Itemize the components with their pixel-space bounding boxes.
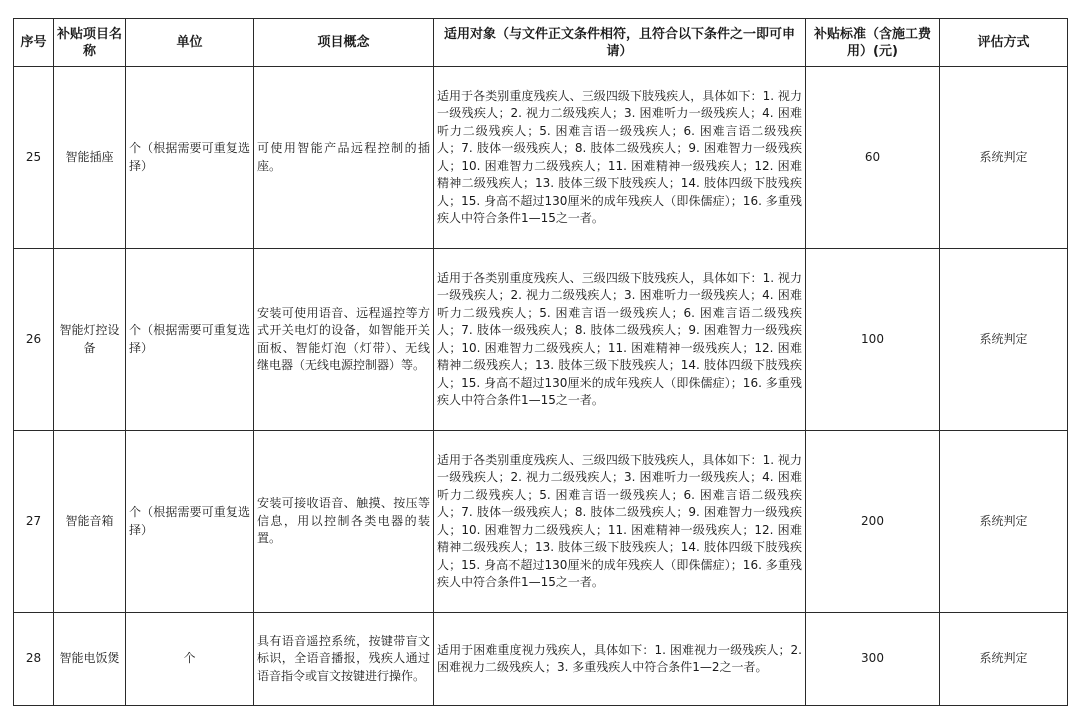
cell-name: 智能灯控设备: [54, 249, 126, 431]
table-row: [14, 613, 1068, 706]
cell-method: 系统判定: [940, 67, 1068, 249]
cell-seq: 25: [14, 67, 54, 249]
header-seq: 序号: [14, 19, 54, 67]
cell-standard: 100: [806, 249, 940, 431]
cell-seq: 28: [14, 613, 54, 706]
cell-name: 智能插座: [54, 67, 126, 249]
cell-name: 智能电饭煲: [54, 613, 126, 706]
cell-target: 适用于各类别重度残疾人、三级四级下肢残疾人，具体如下：1. 视力一级残疾人；2. 视力二级残疾人；3. 困难听力一级残疾人；4. 困难听力二级残疾人；5. 困难言语一级残疾人；6. 困难言语二级残疾人；7. 肢体一级残疾人；8. 肢体二级残疾人；9. 困难智力一级残疾人；10. 困难智力二级残疾人；11. 困难精神一级残疾人；12. 困难精神二级残疾人；13. 肢体三级下肢残疾人；14. 肢体四级下肢残疾人；15. 身高不超过130厘米的成年残疾人（即侏儒症）；16. 多重残疾人中符合条件1—15之一者。: [434, 249, 806, 431]
subsidy-table: [13, 18, 1068, 706]
cell-concept: 具有语音遥控系统，按键带盲文标识，全语音播报，残疾人通过语音指令或盲文按键进行操作。: [254, 613, 434, 706]
header-concept: 项目概念: [254, 19, 434, 67]
cell-method: 系统判定: [940, 249, 1068, 431]
cell-unit: 个（根据需要可重复选择）: [126, 249, 254, 431]
cell-standard: 200: [806, 431, 940, 613]
table-row: [14, 431, 1068, 613]
cell-method: 系统判定: [940, 613, 1068, 706]
cell-concept: 可使用智能产品远程控制的插座。: [254, 67, 434, 249]
table-header-row: [14, 19, 1068, 67]
cell-standard: 60: [806, 67, 940, 249]
cell-seq: 26: [14, 249, 54, 431]
cell-method: 系统判定: [940, 431, 1068, 613]
table-row: [14, 249, 1068, 431]
cell-unit: 个: [126, 613, 254, 706]
header-unit: 单位: [126, 19, 254, 67]
cell-unit: 个（根据需要可重复选择）: [126, 67, 254, 249]
cell-name: 智能音箱: [54, 431, 126, 613]
cell-unit: 个（根据需要可重复选择）: [126, 431, 254, 613]
header-method: 评估方式: [940, 19, 1068, 67]
table-row: [14, 67, 1068, 249]
cell-target: 适用于各类别重度残疾人、三级四级下肢残疾人，具体如下：1. 视力一级残疾人；2. 视力二级残疾人；3. 困难听力一级残疾人；4. 困难听力二级残疾人；5. 困难言语一级残疾人；6. 困难言语二级残疾人；7. 肢体一级残疾人；8. 肢体二级残疾人；9. 困难智力一级残疾人；10. 困难智力二级残疾人；11. 困难精神一级残疾人；12. 困难精神二级残疾人；13. 肢体三级下肢残疾人；14. 肢体四级下肢残疾人；15. 身高不超过130厘米的成年残疾人（即侏儒症）；16. 多重残疾人中符合条件1—15之一者。: [434, 431, 806, 613]
cell-target: 适用于困难重度视力残疾人，具体如下：1. 困难视力一级残疾人；2. 困难视力二级残疾人；3. 多重残疾人中符合条件1—2之一者。: [434, 613, 806, 706]
cell-seq: 27: [14, 431, 54, 613]
header-target: 适用对象（与文件正文条件相符，且符合以下条件之一即可申请）: [434, 19, 806, 67]
cell-standard: 300: [806, 613, 940, 706]
cell-concept: 安装可使用语音、远程遥控等方式开关电灯的设备，如智能开关面板、智能灯泡（灯带）、无线继电器（无线电源控制器）等。: [254, 249, 434, 431]
cell-target: 适用于各类别重度残疾人、三级四级下肢残疾人，具体如下：1. 视力一级残疾人；2. 视力二级残疾人；3. 困难听力一级残疾人；4. 困难听力二级残疾人；5. 困难言语一级残疾人；6. 困难言语二级残疾人；7. 肢体一级残疾人；8. 肢体二级残疾人；9. 困难智力一级残疾人；10. 困难智力二级残疾人；11. 困难精神一级残疾人；12. 困难精神二级残疾人；13. 肢体三级下肢残疾人；14. 肢体四级下肢残疾人；15. 身高不超过130厘米的成年残疾人（即侏儒症）；16. 多重残疾人中符合条件1—15之一者。: [434, 67, 806, 249]
header-standard: 补贴标准（含施工费用）(元): [806, 19, 940, 67]
header-name: 补贴项目名称: [54, 19, 126, 67]
cell-concept: 安装可接收语音、触摸、按压等信息，用以控制各类电器的装置。: [254, 431, 434, 613]
